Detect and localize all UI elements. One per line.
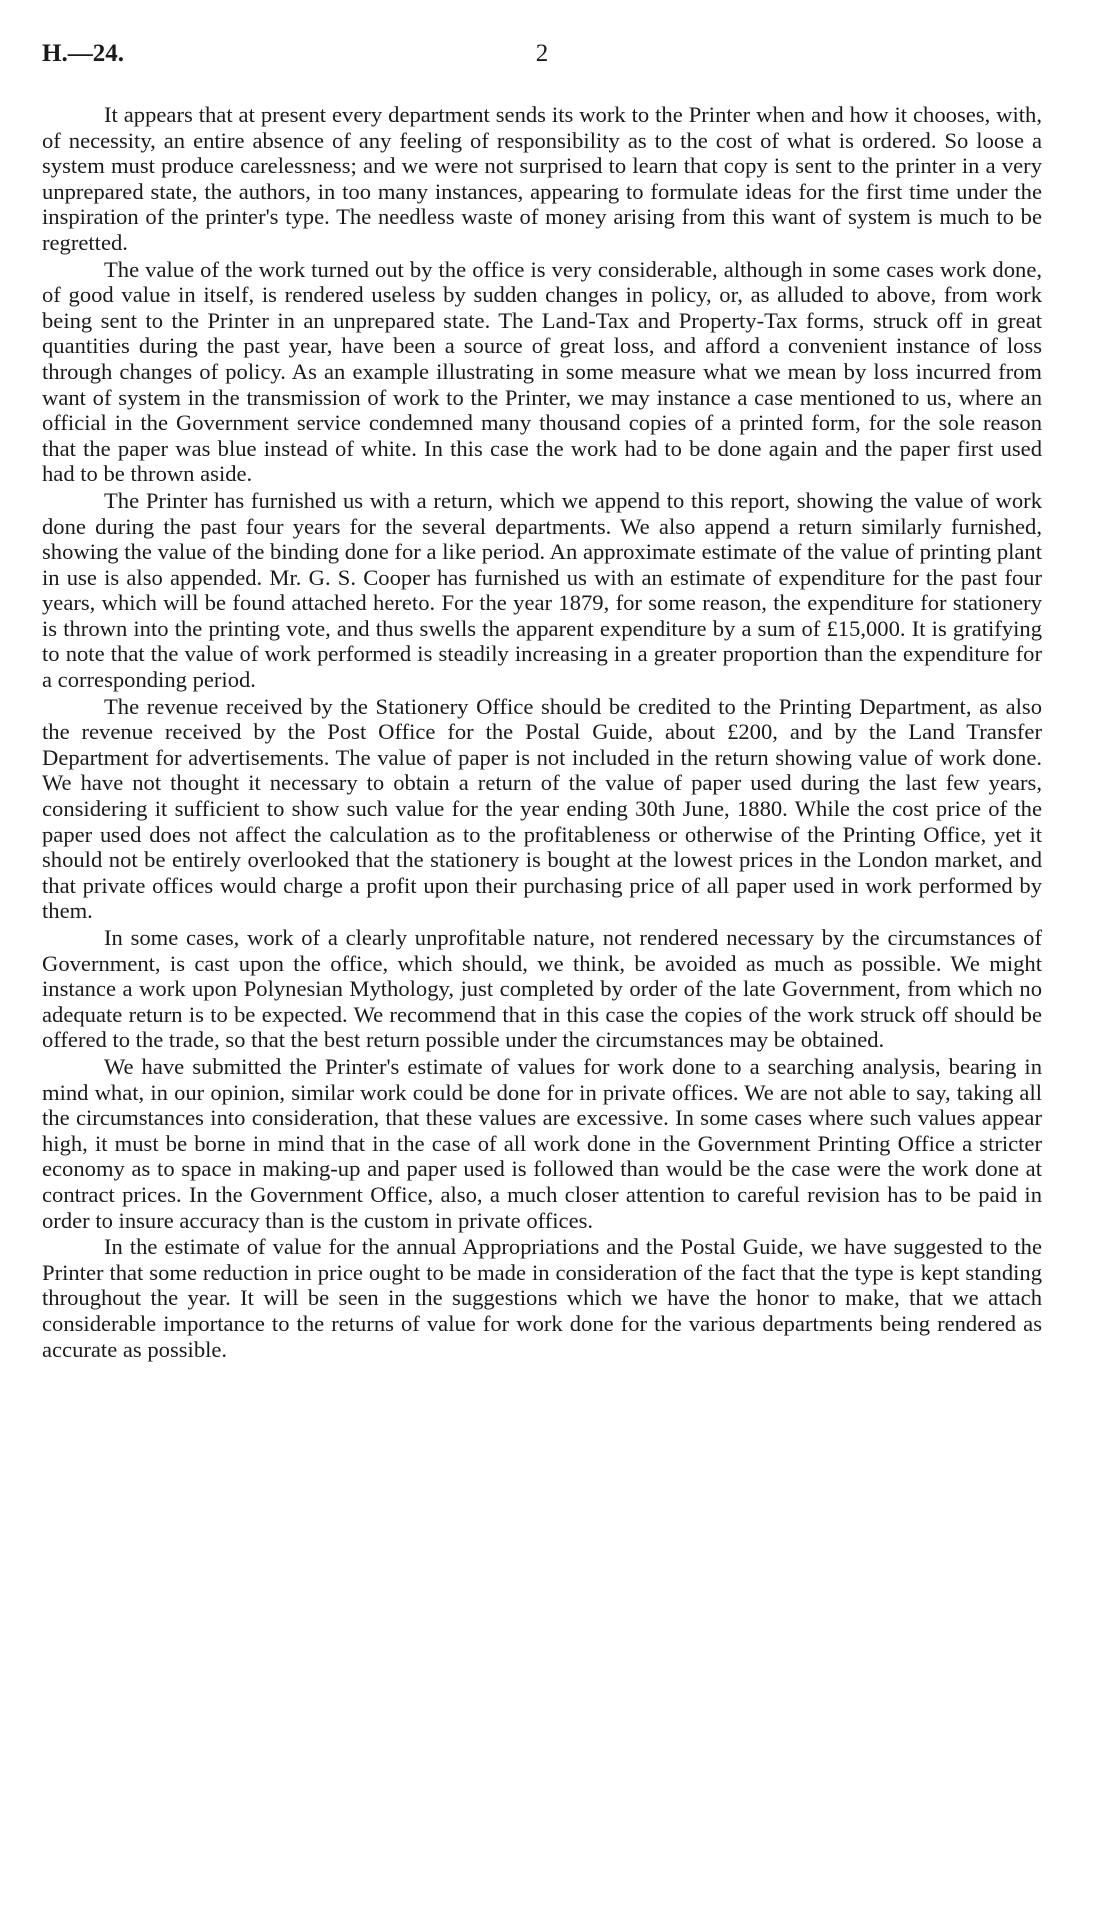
paragraph-estimate-analysis: We have submitted the Printer's estimate of values for work done to a searching analysis, bearing in mind what, in our opinion, similar work could be done for in private offices. We are not able to say, taking all the circumstances into consideration, that these values are excessive. In some cases where such values appear high, it must be borne in mind that in the case of all work done in the Government Printing Office a stricter economy as to space in making-up and paper used is followed than would be the case were the work done at contract prices. In the Government Office, also, a much closer attention to careful revision has to be paid in order to insure accuracy than is the custom in private offices. bbox=[42, 1053, 1042, 1233]
paragraph-revenue-and-paper: The revenue received by the Stationery Office should be credited to the Printing Department, as also the revenue received by the Post Office for the Postal Guide, about £200, and by the Land Transfer Department for advertisements. The value of paper is not included in the return showing value of work done. We have not thought it necessary to obtain a return of the value of paper used during the last few years, considering it sufficient to show such value for the year ending 30th June, 1880. While the cost price of the paper used does not affect the calculation as to the profitableness or otherwise of the Printing Office, yet it should not be entirely overlooked that the stationery is bought at the lowest prices in the London market, and that private offices would charge a profit upon their purchasing price of all paper used in work performed by them. bbox=[42, 693, 1042, 924]
document-page bbox=[42, 40, 1042, 1363]
paragraph-unprofitable-work: In some cases, work of a clearly unprofitable nature, not rendered necessary by the circumstances of Government, is cast upon the office, which should, we think, be avoided as much as possible. We might instance a work upon Polynesian Mythology, just completed by order of the late Government, from which no adequate return is to be expected. We recommend that in this case the copies of the work struck off should be offered to the trade, so that the best return possible under the circumstances may be obtained. bbox=[42, 925, 1042, 1053]
paragraph-appropriations-suggestion: In the estimate of value for the annual Appropriations and the Postal Guide, we have suggested to the Printer that some reduction in price ought to be made in consideration of the fact that the type is kept standing throughout the year. It will be seen in the suggestions which we have the honor to make, that we attach considerable importance to the returns of value for work done for the various departments being rendered as accurate as possible. bbox=[42, 1234, 1042, 1362]
document-reference: H.—24. bbox=[42, 40, 124, 67]
paragraph-printer-responsibility: It appears that at present every department sends its work to the Printer when and how it chooses, with, of necessity, an entire absence of any feeling of responsibility as to the cost of what is ordered. So loose a system must produce carelessness; and we were not surprised to learn that copy is sent to the printer in a very unprepared state, the authors, in too many instances, appearing to formulate ideas for the first time under the inspiration of the printer's type. The needless waste of money arising from this want of system is much to be regretted. bbox=[42, 102, 1042, 255]
paragraph-returns-appended: The Printer has furnished us with a return, which we append to this report, showing the value of work done during the past four years for the several departments. We also append a return similarly furnished, showing the value of the binding done for a like period. An approximate estimate of the value of printing plant in use is also appended. Mr. G. S. Cooper has furnished us with an estimate of expenditure for the past four years, which will be found attached hereto. For the year 1879, for some reason, the expenditure for stationery is thrown into the printing vote, and thus swells the apparent expenditure by a sum of £15,000. It is gratifying to note that the value of work performed is steadily increasing in a greater proportion than the expenditure for a corresponding period. bbox=[42, 487, 1042, 693]
page-number: 2 bbox=[535, 40, 549, 67]
paragraph-value-of-work: The value of the work turned out by the office is very considerable, although in some cases work done, of good value in itself, is rendered useless by sudden changes in policy, or, as alluded to above, from work being sent to the Printer in an unprepared state. The Land-Tax and Property-Tax forms, struck off in great quantities during the past year, have been a source of great loss, and afford a convenient instance of loss through changes of policy. As an example illustrating in some measure what we mean by loss incurred from want of system in the transmission of work to the Printer, we may instance a case mentioned to us, where an official in the Government service condemned many thousand copies of a printed form, for the sole reason that the paper was blue instead of white. In this case the work had to be done again and the paper first used had to be thrown aside. bbox=[42, 256, 1042, 487]
body-text bbox=[42, 102, 1042, 1362]
running-head bbox=[42, 40, 1042, 80]
